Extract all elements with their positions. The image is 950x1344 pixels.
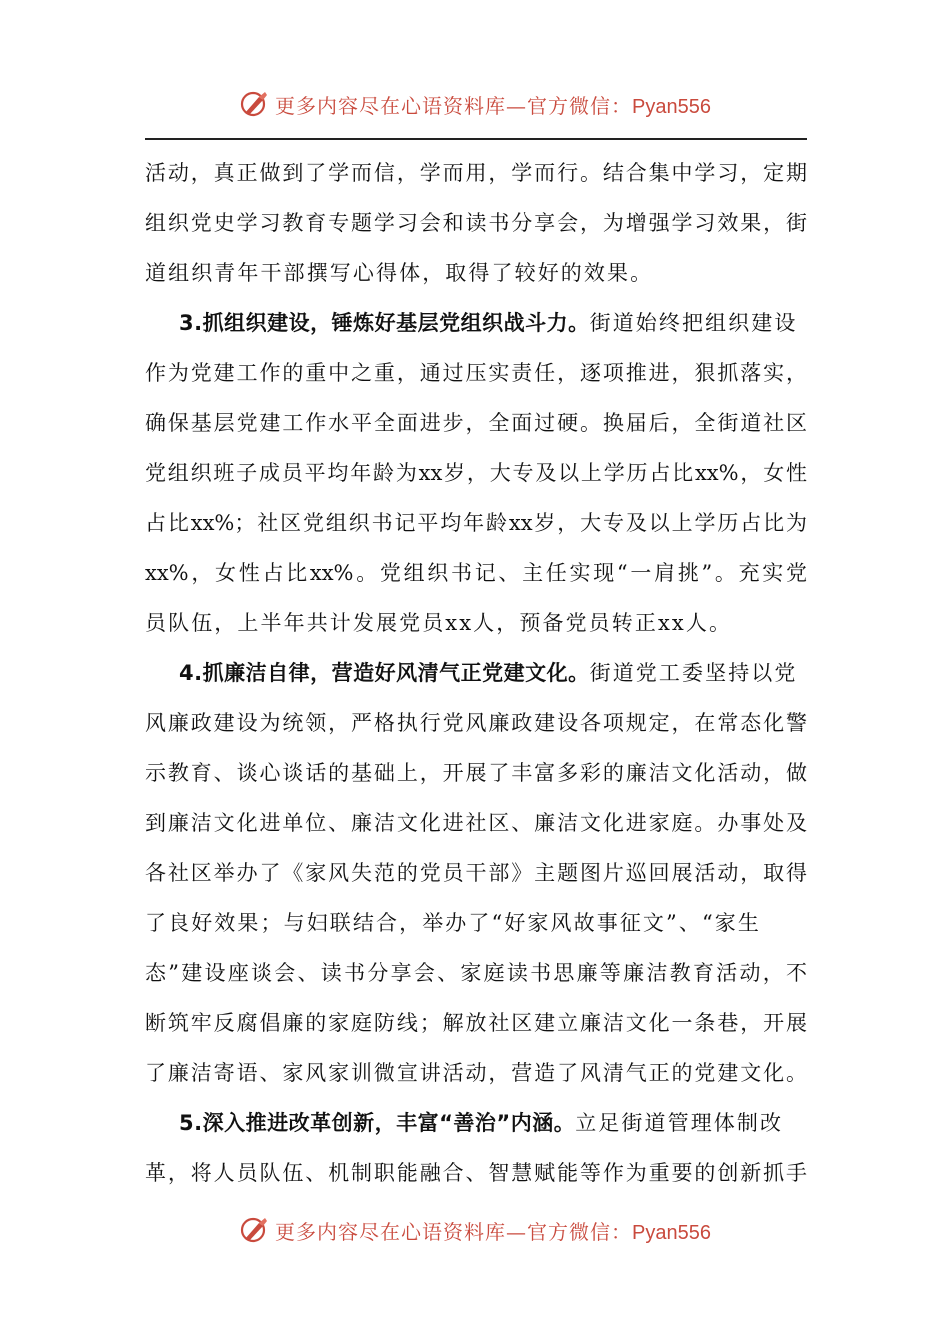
section-heading: 4.抓廉洁自律，营造好风清气正党建文化。 — [179, 661, 590, 685]
text-line: 作为党建工作的重中之重，通过压实责任，逐项推进，狠抓落实， — [145, 361, 807, 385]
text-line: 占比xx%；社区党组织书记平均年龄xx岁，大专及以上学历占比为 — [145, 511, 807, 535]
text-line: 态”建设座谈会、读书分享会、家庭读书思廉等廉洁教育活动，不 — [145, 961, 807, 985]
section-heading-line: 4.抓廉洁自律，营造好风清气正党建文化。街道党工委坚持以党 — [179, 661, 798, 685]
text-line: 组织党史学习教育专题学习会和读书分享会，为增强学习效果，街 — [145, 211, 807, 235]
text-line: 革，将人员队伍、机制职能融合、智慧赋能等作为重要的创新抓手 — [145, 1161, 807, 1185]
text-line: 道组织青年干部撰写心得体，取得了较好的效果。 — [145, 261, 654, 285]
text-line: 到廉洁文化进单位、廉洁文化进社区、廉洁文化进家庭。办事处及 — [145, 811, 807, 835]
text-line: 活动，真正做到了学而信，学而用，学而行。结合集中学习，定期 — [145, 161, 807, 185]
footer-banner — [0, 1210, 950, 1250]
text-line: 员队伍，上半年共计发展党员xx人，预备党员转正xx人。 — [145, 611, 733, 635]
header-banner — [0, 84, 950, 124]
pen-logo-icon — [239, 89, 269, 119]
text-line: xx%，女性占比xx%。党组织书记、主任实现“一肩挑”。充实党 — [145, 561, 807, 585]
text-line: 各社区举办了《家风失范的党员干部》主题图片巡回展活动，取得 — [145, 861, 807, 885]
section-heading-line: 5.深入推进改革创新，丰富“善治”内涵。立足街道管理体制改 — [179, 1111, 784, 1135]
section-heading: 5.深入推进改革创新，丰富“善治”内涵。 — [179, 1111, 576, 1135]
document-body — [145, 148, 807, 1198]
header-banner-text: 更多内容尽在心语资料库—官方微信：Pyan556 — [275, 93, 711, 118]
text-line: 风廉政建设为统领，严格执行党风廉政建设各项规定，在常态化警 — [145, 711, 807, 735]
footer-banner-text: 更多内容尽在心语资料库—官方微信：Pyan556 — [275, 1219, 711, 1244]
text-line: 党组织班子成员平均年龄为xx岁，大专及以上学历占比xx%，女性 — [145, 461, 807, 485]
text-line: 确保基层党建工作水平全面进步，全面过硬。换届后，全街道社区 — [145, 411, 807, 435]
section-heading-line: 3.抓组织建设，锤炼好基层党组织战斗力。街道始终把组织建设 — [179, 311, 798, 335]
text-line: 断筑牢反腐倡廉的家庭防线；解放社区建立廉洁文化一条巷，开展 — [145, 1011, 807, 1035]
text-line: 了良好效果；与妇联结合，举办了“好家风故事征文”、“家生 — [145, 911, 762, 935]
footer-wechat-id: Pyan556 — [632, 1221, 711, 1244]
header-wechat-id: Pyan556 — [632, 95, 711, 118]
header-divider — [145, 138, 807, 140]
pen-logo-icon — [239, 1215, 269, 1245]
text-line: 了廉洁寄语、家风家训微宣讲活动，营造了风清气正的党建文化。 — [145, 1061, 807, 1085]
text-line: 示教育、谈心谈话的基础上，开展了丰富多彩的廉洁文化活动，做 — [145, 761, 807, 785]
section-heading: 3.抓组织建设，锤炼好基层党组织战斗力。 — [179, 311, 590, 335]
